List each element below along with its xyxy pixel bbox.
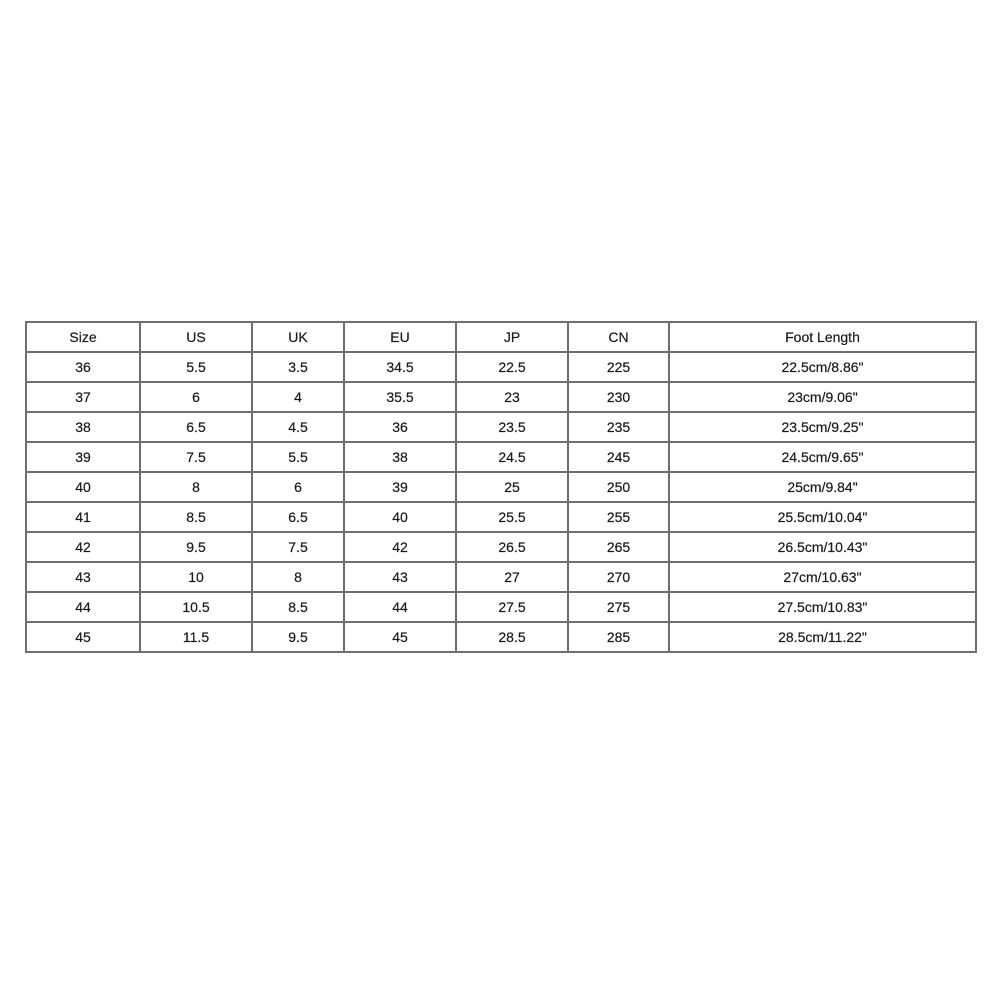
cell-us: 8 (140, 472, 252, 502)
cell-uk: 5.5 (252, 442, 344, 472)
table-row (26, 562, 976, 592)
cell-eu: 38 (344, 442, 456, 472)
cell-cn: 270 (568, 562, 669, 592)
header-eu: EU (344, 322, 456, 352)
cell-cn: 275 (568, 592, 669, 622)
cell-foot-length: 27.5cm/10.83" (669, 592, 976, 622)
cell-us: 5.5 (140, 352, 252, 382)
cell-size: 40 (26, 472, 140, 502)
cell-size: 38 (26, 412, 140, 442)
cell-size: 45 (26, 622, 140, 652)
cell-uk: 4 (252, 382, 344, 412)
table-row (26, 442, 976, 472)
cell-jp: 25.5 (456, 502, 568, 532)
cell-foot-length: 25.5cm/10.04" (669, 502, 976, 532)
cell-foot-length: 27cm/10.63" (669, 562, 976, 592)
table-row (26, 412, 976, 442)
cell-eu: 44 (344, 592, 456, 622)
cell-uk: 4.5 (252, 412, 344, 442)
cell-jp: 27 (456, 562, 568, 592)
cell-size: 44 (26, 592, 140, 622)
cell-foot-length: 22.5cm/8.86" (669, 352, 976, 382)
cell-foot-length: 28.5cm/11.22" (669, 622, 976, 652)
cell-foot-length: 23.5cm/9.25" (669, 412, 976, 442)
cell-us: 7.5 (140, 442, 252, 472)
table-row (26, 622, 976, 652)
cell-eu: 34.5 (344, 352, 456, 382)
cell-cn: 230 (568, 382, 669, 412)
cell-size: 41 (26, 502, 140, 532)
cell-foot-length: 26.5cm/10.43" (669, 532, 976, 562)
cell-cn: 250 (568, 472, 669, 502)
table-row (26, 532, 976, 562)
cell-jp: 23 (456, 382, 568, 412)
cell-cn: 235 (568, 412, 669, 442)
cell-foot-length: 24.5cm/9.65" (669, 442, 976, 472)
cell-cn: 245 (568, 442, 669, 472)
cell-us: 9.5 (140, 532, 252, 562)
cell-eu: 42 (344, 532, 456, 562)
cell-uk: 3.5 (252, 352, 344, 382)
cell-us: 6 (140, 382, 252, 412)
cell-jp: 28.5 (456, 622, 568, 652)
cell-us: 11.5 (140, 622, 252, 652)
cell-uk: 7.5 (252, 532, 344, 562)
cell-eu: 40 (344, 502, 456, 532)
size-chart-table (25, 321, 977, 653)
cell-uk: 6.5 (252, 502, 344, 532)
cell-jp: 25 (456, 472, 568, 502)
cell-us: 10 (140, 562, 252, 592)
cell-size: 36 (26, 352, 140, 382)
cell-eu: 43 (344, 562, 456, 592)
cell-size: 43 (26, 562, 140, 592)
cell-uk: 8 (252, 562, 344, 592)
header-size: Size (26, 322, 140, 352)
cell-jp: 24.5 (456, 442, 568, 472)
cell-eu: 39 (344, 472, 456, 502)
cell-eu: 35.5 (344, 382, 456, 412)
cell-cn: 265 (568, 532, 669, 562)
table-row (26, 502, 976, 532)
cell-us: 10.5 (140, 592, 252, 622)
header-uk: UK (252, 322, 344, 352)
cell-us: 6.5 (140, 412, 252, 442)
cell-eu: 36 (344, 412, 456, 442)
cell-cn: 255 (568, 502, 669, 532)
cell-cn: 285 (568, 622, 669, 652)
cell-uk: 8.5 (252, 592, 344, 622)
cell-foot-length: 23cm/9.06" (669, 382, 976, 412)
cell-jp: 22.5 (456, 352, 568, 382)
header-us: US (140, 322, 252, 352)
cell-jp: 23.5 (456, 412, 568, 442)
cell-uk: 6 (252, 472, 344, 502)
header-cn: CN (568, 322, 669, 352)
table-row (26, 472, 976, 502)
cell-uk: 9.5 (252, 622, 344, 652)
table-row (26, 382, 976, 412)
cell-jp: 27.5 (456, 592, 568, 622)
cell-foot-length: 25cm/9.84" (669, 472, 976, 502)
cell-eu: 45 (344, 622, 456, 652)
cell-size: 39 (26, 442, 140, 472)
table-row (26, 592, 976, 622)
cell-size: 37 (26, 382, 140, 412)
header-jp: JP (456, 322, 568, 352)
cell-size: 42 (26, 532, 140, 562)
table-header-row (26, 322, 976, 352)
header-foot-length: Foot Length (669, 322, 976, 352)
cell-us: 8.5 (140, 502, 252, 532)
cell-jp: 26.5 (456, 532, 568, 562)
cell-cn: 225 (568, 352, 669, 382)
table-row (26, 352, 976, 382)
